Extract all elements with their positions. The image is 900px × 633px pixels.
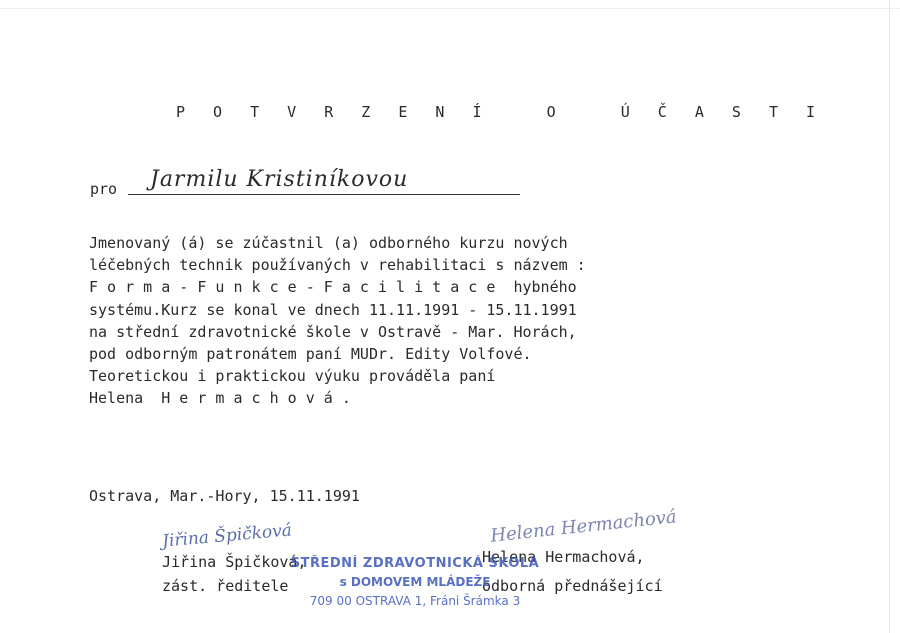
- recipient-name-handwritten: Jarmilu Kristiníkovou: [150, 167, 409, 192]
- place-and-date: Ostrava, Mar.-Hory, 15.11.1991: [89, 487, 360, 505]
- school-stamp: [290, 556, 540, 608]
- recipient-underline: [128, 194, 520, 195]
- stamp-line-1: STŘEDNÍ ZDRAVOTNICKÁ ŠKOLA: [290, 556, 540, 571]
- certificate-body: [89, 232, 586, 410]
- body-line: F o r m a - F u n k c e - F a c i l i t a c e hybného: [89, 278, 577, 297]
- body-line: systému.Kurz se konal ve dnech 11.11.1991 - 15.11.1991: [89, 300, 577, 319]
- signer-right-name: Helena Hermachová,: [482, 548, 645, 566]
- signer-right-role: odborná přednášející: [482, 577, 663, 595]
- stamp-line-2: s DOMOVEM MLÁDEŽE: [339, 575, 491, 589]
- signer-left-name: Jiřina Špičková,: [162, 553, 307, 571]
- document-title: P O T V R Z E N Í O Ú Č A S T I: [176, 103, 825, 121]
- body-line: Teoretickou i praktickou výuku prováděla paní: [89, 367, 496, 386]
- paper-edge-top: [0, 8, 900, 9]
- paper-edge-right: [889, 0, 890, 633]
- signature-left: Jiřina Špičková: [161, 520, 293, 552]
- signer-left-role: zást. ředitele: [162, 577, 289, 595]
- stamp-line-3: 709 00 OSTRAVA 1, Fráni Šrámka 3: [309, 594, 521, 608]
- signature-right: Helena Hermachová: [489, 506, 678, 547]
- body-line: Helena H e r m a c h o v á .: [89, 389, 351, 408]
- body-line: Jmenovaný (á) se zúčastnil (a) odborného kurzu nových: [89, 234, 568, 252]
- body-line: na střední zdravotnické škole v Ostravě - Mar. Horách,: [89, 322, 577, 341]
- recipient-label: pro: [90, 180, 118, 198]
- body-line: léčebných technik používaných v rehabilitaci s názvem :: [89, 256, 586, 275]
- body-line: pod odborným patronátem paní MUDr. Edity Volfové.: [89, 345, 532, 364]
